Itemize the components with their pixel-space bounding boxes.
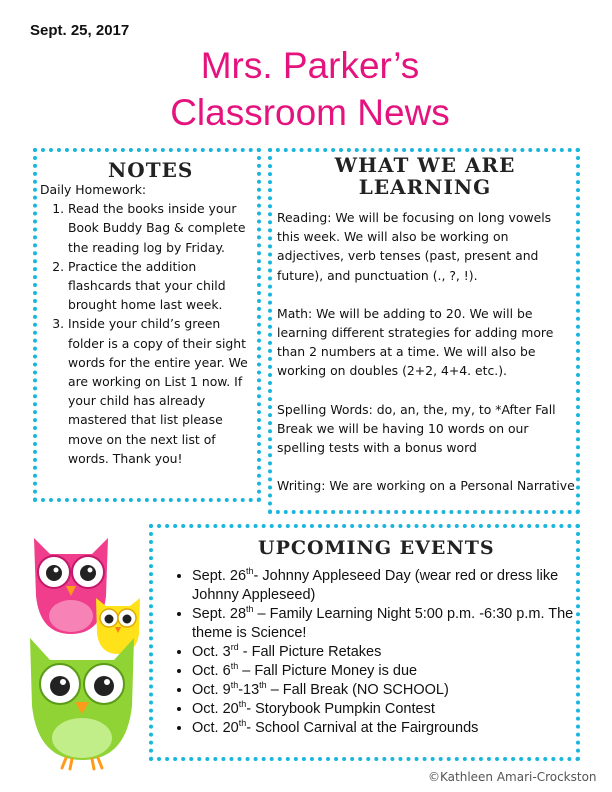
notes-heading: NOTES xyxy=(108,158,194,182)
homework-item: 3. Inside your child’s green folder is a copy of their sight words for the entire year. We are working on List 1 now. If your child has already mastered that list please move on the next list of words. Thank you! xyxy=(68,314,255,468)
newsletter-title xyxy=(120,42,500,136)
homework-item: 1. Read the books inside your Book Buddy Bag & complete the reading log by Friday. xyxy=(68,199,255,257)
spelling-paragraph: Spelling Words: do, an, the, my, to *After Fall Break we will be having 10 words on our spelling tests with a bonus word xyxy=(277,401,556,456)
homework-list xyxy=(40,199,255,468)
learning-heading-line-2: LEARNING xyxy=(358,175,492,199)
green-owl-icon xyxy=(30,638,134,769)
event-item: • Sept. 28th – Family Learning Night 5:00 p.m. -6:30 p.m. The theme is Science! xyxy=(192,605,575,643)
event-item: • Oct. 6th – Fall Picture Money is due xyxy=(192,662,575,681)
events-heading: UPCOMING EVENTS xyxy=(258,537,495,559)
event-item: • Oct. 20th- School Carnival at the Fairgrounds xyxy=(192,719,575,738)
events-list xyxy=(160,567,575,738)
reading-paragraph: Reading: We will be focusing on long vowels this week. We will also be working on adjectives, verb tenses (past, present and future), and punctuation (., ?, !). xyxy=(277,210,552,283)
learning-heading xyxy=(300,154,550,198)
writing-paragraph: Writing: We are working on a Personal Narrative xyxy=(277,478,575,494)
event-item: • Sept. 26th- Johnny Appleseed Day (wear red or dress like Johnny Appleseed) xyxy=(192,567,575,605)
title-line-1: Mrs. Parker’s xyxy=(200,45,420,86)
learning-content xyxy=(277,208,577,514)
title-line-2: Classroom News xyxy=(170,92,450,133)
copyright-notice: ©Kathleen Amari-Crockston xyxy=(428,770,597,784)
event-item: • Oct. 9th-13th – Fall Break (NO SCHOOL) xyxy=(192,681,575,700)
owls-clipart xyxy=(22,526,157,776)
homework-item: 2. Practice the addition flashcards that your child brought home last week. xyxy=(68,257,255,315)
math-paragraph: Math: We will be adding to 20. We will be learning different strategies for adding more than 2 numbers at a time. We will also be working on doubles (2+2, 4+4. etc.). xyxy=(277,305,554,379)
event-item: • Oct. 3rd - Fall Picture Retakes xyxy=(192,643,575,662)
notes-intro: Daily Homework: xyxy=(40,182,147,197)
event-item: • Oct. 20th- Storybook Pumpkin Contest xyxy=(192,700,575,719)
notes-content xyxy=(40,180,255,468)
learning-heading-line-1: WHAT WE ARE xyxy=(334,153,516,177)
newsletter-date: Sept. 25, 2017 xyxy=(30,22,130,39)
